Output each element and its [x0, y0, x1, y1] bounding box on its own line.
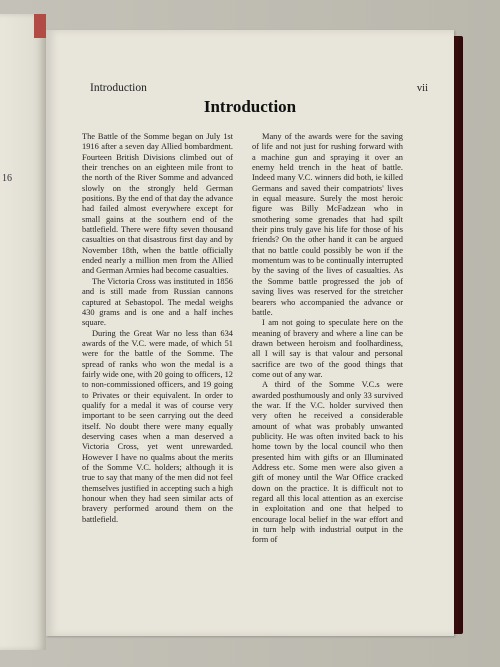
running-head: Introduction: [90, 82, 147, 94]
left-page-edge: [0, 14, 46, 650]
book-page: [46, 30, 454, 636]
paragraph: During the Great War no less than 634 awards of the V.C. were made, of which 51 were for the battle of the Somme. The spread of ranks who won the medal is a fairly wide one, with 20 going to officers, 12 to non-commissioned officers, and 19 going to Privates or their equivalent. In order to qualify for a medal it was of course very important to be seen carrying out the deed itself. No doubt there were many equally deserving cases when a man deserved a Victoria Cross, yet went unrewarded. However I have no qualms about the merits of the Somme V.C. holders; although it is true to say that many of the men did not feel themselves justified in accepting such a high honour when they had seen similar acts of bravery performed around them on the battlefield.: [82, 328, 233, 524]
text-column-left: [82, 132, 233, 525]
paragraph: I am not going to speculate here on the meaning of bravery and where a line can be drawn between heroism and foolhardiness, all I will say is that valour and personal sacrifice are two of the good things that come out of any war.: [252, 318, 403, 379]
paragraph: The Victoria Cross was instituted in 1856 and is still made from Russian cannons captured at Sebastopol. The medal weighs 430 grams and is one and a half inches square.: [82, 276, 233, 328]
paragraph: The Battle of the Somme began on July 1st 1916 after a seven day Allied bombardment. Fourteen British Divisions climbed out of their trenches on an eighteen mile front to the north of the River Somme and advanced slowly on the strongly held German positions. By the end of that day the advance had failed almost everywhere except for small gains at the southern end of the battlefield. There were fifty seven thousand casualties on that disastrous first day and by November 18th, when the battle officially ended nearly a million men from the Allied and German Armies had become casualties.: [82, 132, 233, 276]
left-page-number: 16: [2, 173, 12, 184]
left-page-red-mark: [34, 14, 46, 38]
page-number: vii: [416, 83, 428, 94]
page-title: Introduction: [203, 97, 297, 116]
paragraph: A third of the Somme V.C.s were awarded posthumously and only 33 survived the war. If the V.C. holder survived then very often he received a considerable amount of what was probably unwanted publicity. He was often invited back to his home town by the local council who then presented him with gifts or an Illuminated Address etc. Some men were also given a gift of money until the War Office cracked down on the practice. It is difficult not to regard all this local attention as an exercise in exploitation and one that helped to encourage local belief in the war effort and in turn help with industrial output in the form of: [252, 380, 403, 545]
text-column-right: [252, 132, 403, 546]
paragraph: Many of the awards were for the saving of life and not just for rushing forward with a machine gun and spraying it over an enemy held trench in the heat of battle. Indeed many V.C. winners did both, ie killed Germans and saved their compatriots' lives in equal measure. Surely the most heroic figure was Billy McFadzean who in smothering some grenades that had spilt their pins truly gave his life for those of his friends? On the other hand it can be argued that no battle could possibly be won if the momentum was to be continually interrupted by the saving of the lives of casualties. As the Somme battle progressed the job of saving lives was reserved for the stretcher bearers who accompanied the advance or battle.: [252, 132, 403, 317]
